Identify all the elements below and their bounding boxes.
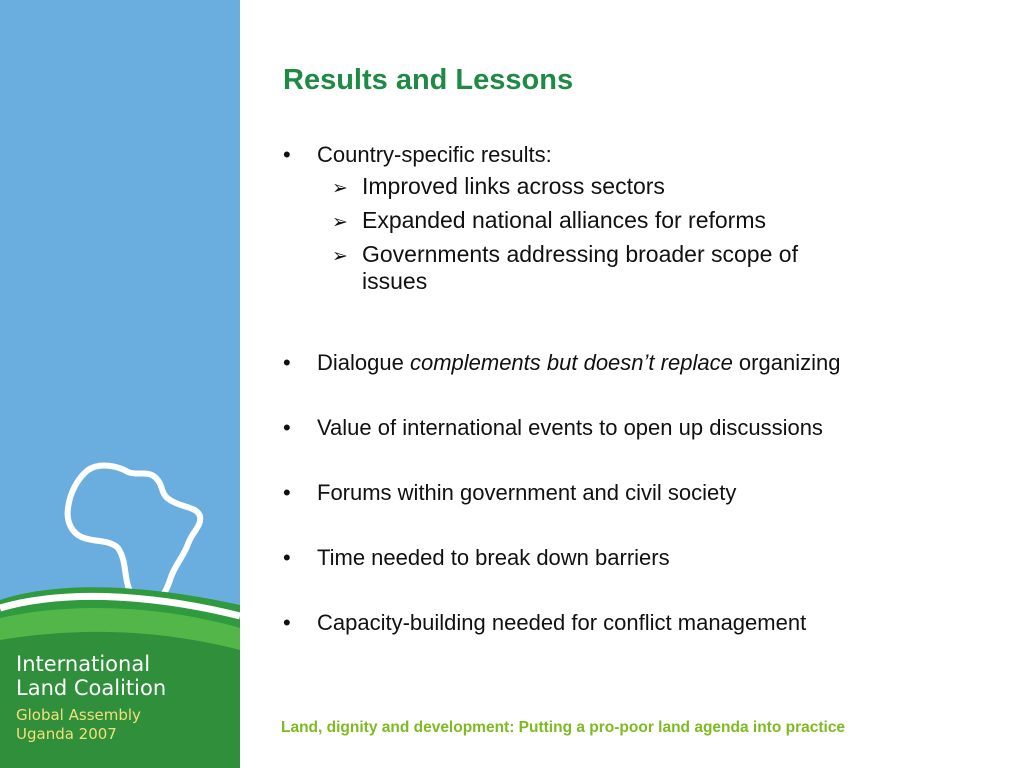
bullet-time-needed: [283, 545, 670, 571]
bullet-forums: [283, 480, 736, 506]
bullet-dialogue: [283, 350, 840, 376]
africa-map-icon: [68, 466, 201, 606]
sub-bullet-text: Governments addressing broader scope of: [362, 241, 798, 267]
sub-bullet-text: Expanded national alliances for reforms: [362, 207, 767, 233]
arrow-bullet-icon: ➢: [332, 212, 348, 233]
bullet-icon: •: [283, 415, 291, 440]
bullet-text: Capacity-building needed for conflict management: [317, 610, 807, 635]
bullet-text-post: organizing: [732, 350, 841, 375]
bullet-text: Forums within government and civil society: [317, 480, 737, 505]
org-name-line-1: International: [16, 652, 151, 676]
slide-title: Results and Lessons: [283, 64, 574, 96]
arrow-bullet-icon: ➢: [332, 178, 348, 199]
bullet-text-pre: Dialogue: [317, 350, 410, 375]
bullet-icon: •: [283, 610, 291, 635]
event-name-line-2: Uganda 2007: [16, 725, 117, 743]
bullet-icon: •: [283, 480, 291, 505]
sub-bullet-text: Improved links across sectors: [362, 173, 665, 199]
sub-bullet-2: [332, 207, 932, 234]
bullet-text: Value of international events to open up discussions: [317, 415, 823, 440]
bullet-country-results: [283, 142, 552, 168]
arrow-bullet-icon: ➢: [332, 246, 348, 267]
sub-bullet-1: [332, 173, 932, 200]
bullet-icon: •: [283, 350, 291, 375]
bullet-icon: •: [283, 142, 291, 167]
event-name-line-1: Global Assembly: [16, 706, 141, 724]
sub-bullet-text-continued: issues: [362, 268, 428, 294]
sidebar-panel: [0, 0, 240, 768]
bullet-text: Time needed to break down barriers: [317, 545, 670, 570]
bullet-text: Country-specific results:: [317, 142, 552, 167]
sub-bullet-3: [332, 241, 932, 295]
bullet-icon: •: [283, 545, 291, 570]
bullet-text-emphasis: complements but doesn’t replace: [409, 350, 733, 375]
slide-footer: Land, dignity and development: Putting a pro-poor land agenda into practice: [281, 719, 846, 736]
org-name-line-2: Land Coalition: [16, 676, 167, 700]
bullet-capacity-building: [283, 610, 806, 636]
bullet-international-events: [283, 415, 823, 441]
